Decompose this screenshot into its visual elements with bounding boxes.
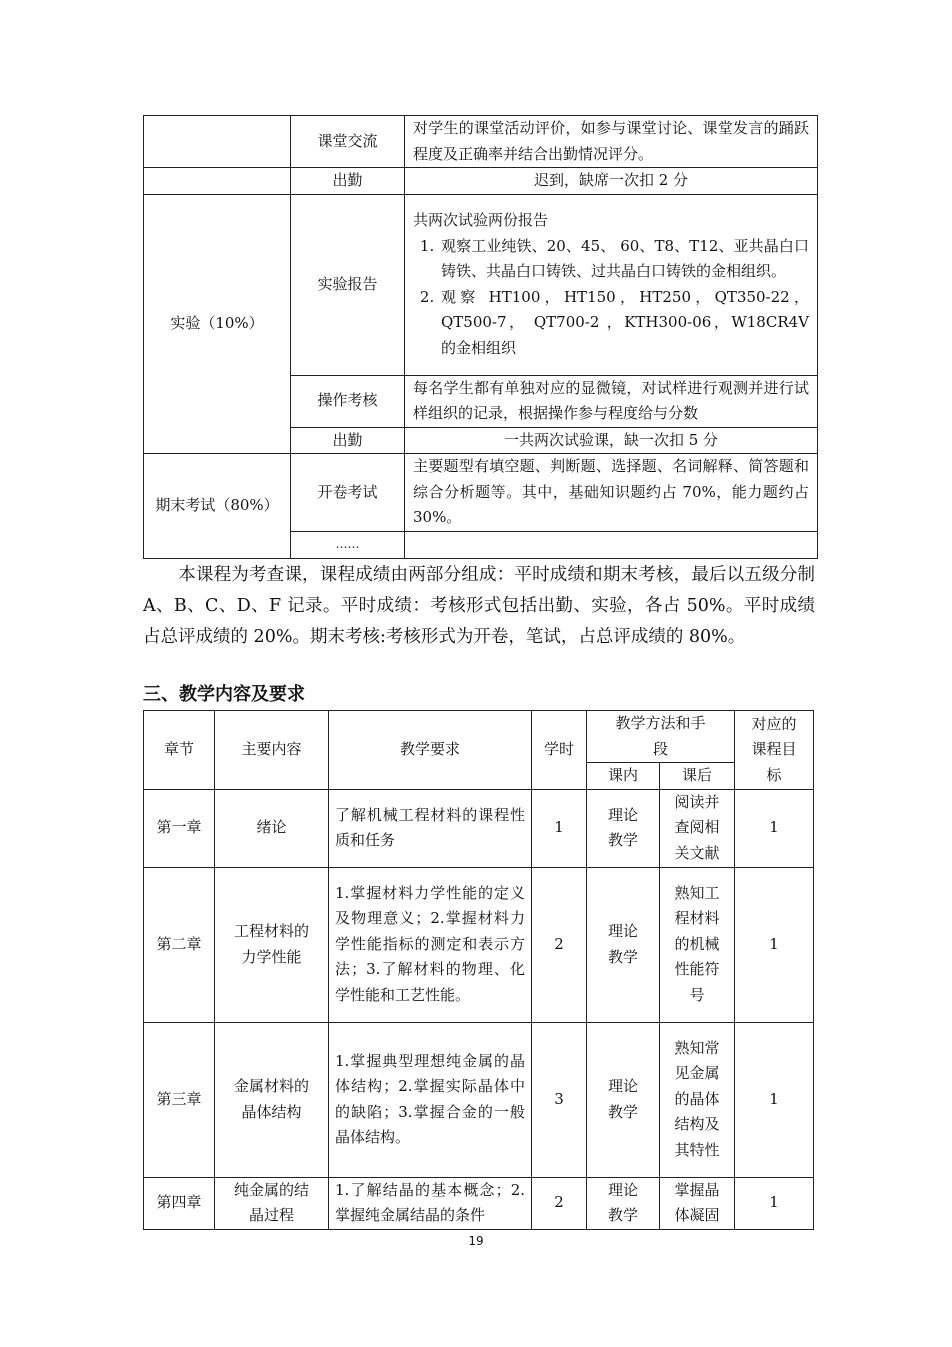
- list-item: 1. 观察工业纯铁、20、45、 60、T8、T12、亚共晶白口铸铁、共晶白口铸铁、过共晶白口铸铁的金相组织。: [439, 234, 809, 285]
- header-hours: 学时: [532, 711, 587, 790]
- objective-cell: 1: [735, 867, 814, 1022]
- content-cell: 绪论: [215, 789, 329, 867]
- hours-cell: 2: [532, 1177, 587, 1229]
- header-content: 主要内容: [215, 711, 329, 790]
- content-cell-empty: [405, 532, 818, 559]
- category-cell-experiment: 实验（10%）: [144, 194, 291, 454]
- after-class-cell: 熟知工程材料的机械性能符号: [660, 867, 735, 1022]
- content-cell: 工程材料的力学性能: [215, 867, 329, 1022]
- table-row: [144, 1177, 814, 1229]
- header-in-class: 课内: [587, 763, 660, 790]
- page-number: 19: [468, 1234, 484, 1248]
- in-class-cell: 理论教学: [587, 867, 660, 1022]
- sub-item-cell: 出勤: [291, 427, 405, 454]
- header-chapter: 章节: [144, 711, 215, 790]
- after-class-cell: 掌握晶体凝固: [660, 1177, 735, 1229]
- hours-cell: 3: [532, 1022, 587, 1177]
- chapter-cell: 第三章: [144, 1022, 215, 1177]
- content-cell: 金属材料的晶体结构: [215, 1022, 329, 1177]
- in-class-cell: 理论教学: [587, 789, 660, 867]
- in-class-cell: 理论教学: [587, 1177, 660, 1229]
- table-row: [144, 867, 814, 1022]
- content-cell: 纯金属的结晶过程: [215, 1177, 329, 1229]
- requirement-cell: 了解机械工程材料的课程性质和任务: [329, 789, 532, 867]
- category-cell-empty: [144, 116, 291, 168]
- table-row: [144, 1022, 814, 1177]
- report-intro: 共两次试验两份报告: [413, 211, 549, 229]
- list-item: 2. 观察 HT100，HT150，HT250，QT350-22，QT500-7， QT700-2 ，KTH300-06，W18CR4V 的金相组织: [439, 285, 809, 362]
- table-row: [144, 789, 814, 867]
- sub-item-cell: 出勤: [291, 168, 405, 195]
- requirement-cell: 1.掌握材料力学性能的定义及物理意义；2.掌握材料力学性能指标的测定和表示方法；3.了解材料的物理、化学性能和工艺性能。: [329, 867, 532, 1022]
- in-class-cell: 理论教学: [587, 1022, 660, 1177]
- content-cell: 对学生的课堂活动评价，如参与课堂讨论、课堂发言的踊跃程度及正确率并结合出勤情况评分。: [405, 116, 818, 168]
- header-objective: 对应的课程目标: [735, 711, 814, 790]
- chapter-cell: 第二章: [144, 867, 215, 1022]
- chapter-cell: 第一章: [144, 789, 215, 867]
- requirement-cell: 1.掌握典型理想纯金属的晶体结构；2.掌握实际晶体中的缺陷；3.掌握合金的一般晶体结构。: [329, 1022, 532, 1177]
- chapter-cell: 第四章: [144, 1177, 215, 1229]
- sub-item-cell: 操作考核: [291, 375, 405, 427]
- after-class-cell: 阅读并查阅相关文献: [660, 789, 735, 867]
- objective-cell: 1: [735, 1177, 814, 1229]
- content-cell: 主要题型有填空题、判断题、选择题、名词解释、简答题和综合分析题等。其中，基础知识题约占 70%，能力题约占 30%。: [405, 454, 818, 532]
- header-methods: 教学方法和手段: [587, 711, 735, 763]
- sub-item-cell: 开卷考试: [291, 454, 405, 532]
- content-cell: 一共两次试验课，缺一次扣 5 分: [405, 427, 818, 454]
- objective-cell: 1: [735, 1022, 814, 1177]
- section-heading: 三、教学内容及要求: [143, 684, 305, 705]
- after-class-cell: 熟知常见金属的晶体结构及其特性: [660, 1022, 735, 1177]
- objective-cell: 1: [735, 789, 814, 867]
- hours-cell: 2: [532, 867, 587, 1022]
- content-cell: 迟到，缺席一次扣 2 分: [405, 168, 818, 195]
- sub-item-cell: 实验报告: [291, 194, 405, 375]
- assessment-table: [143, 115, 818, 559]
- header-requirement: 教学要求: [329, 711, 532, 790]
- category-cell-empty: [144, 168, 291, 195]
- hours-cell: 1: [532, 789, 587, 867]
- requirement-cell: 1.了解结晶的基本概念；2.掌握纯金属结晶的条件: [329, 1177, 532, 1229]
- report-list: [413, 234, 809, 362]
- header-after-class: 课后: [660, 763, 735, 790]
- content-table: [143, 710, 814, 1230]
- sub-item-cell: 课堂交流: [291, 116, 405, 168]
- content-cell: 每名学生都有单独对应的显微镜，对试样进行观测并进行试样组织的记录，根据操作参与程度给与分数: [405, 375, 818, 427]
- content-cell: [405, 194, 818, 375]
- grading-paragraph: [143, 560, 815, 653]
- paragraph-text: 本课程为考查课，课程成绩由两部分组成：平时成绩和期末考核，最后以五级分制 A、B、C、D、F 记录。平时成绩：考核形式包括出勤、实验，各占 50%。平时成绩占总评成绩的 20%。期末考核:考核形式为开卷，笔试，占总评成绩的 80%。: [143, 565, 815, 647]
- category-cell-final: 期末考试（80%）: [144, 454, 291, 559]
- ellipsis-cell: ……: [291, 532, 405, 559]
